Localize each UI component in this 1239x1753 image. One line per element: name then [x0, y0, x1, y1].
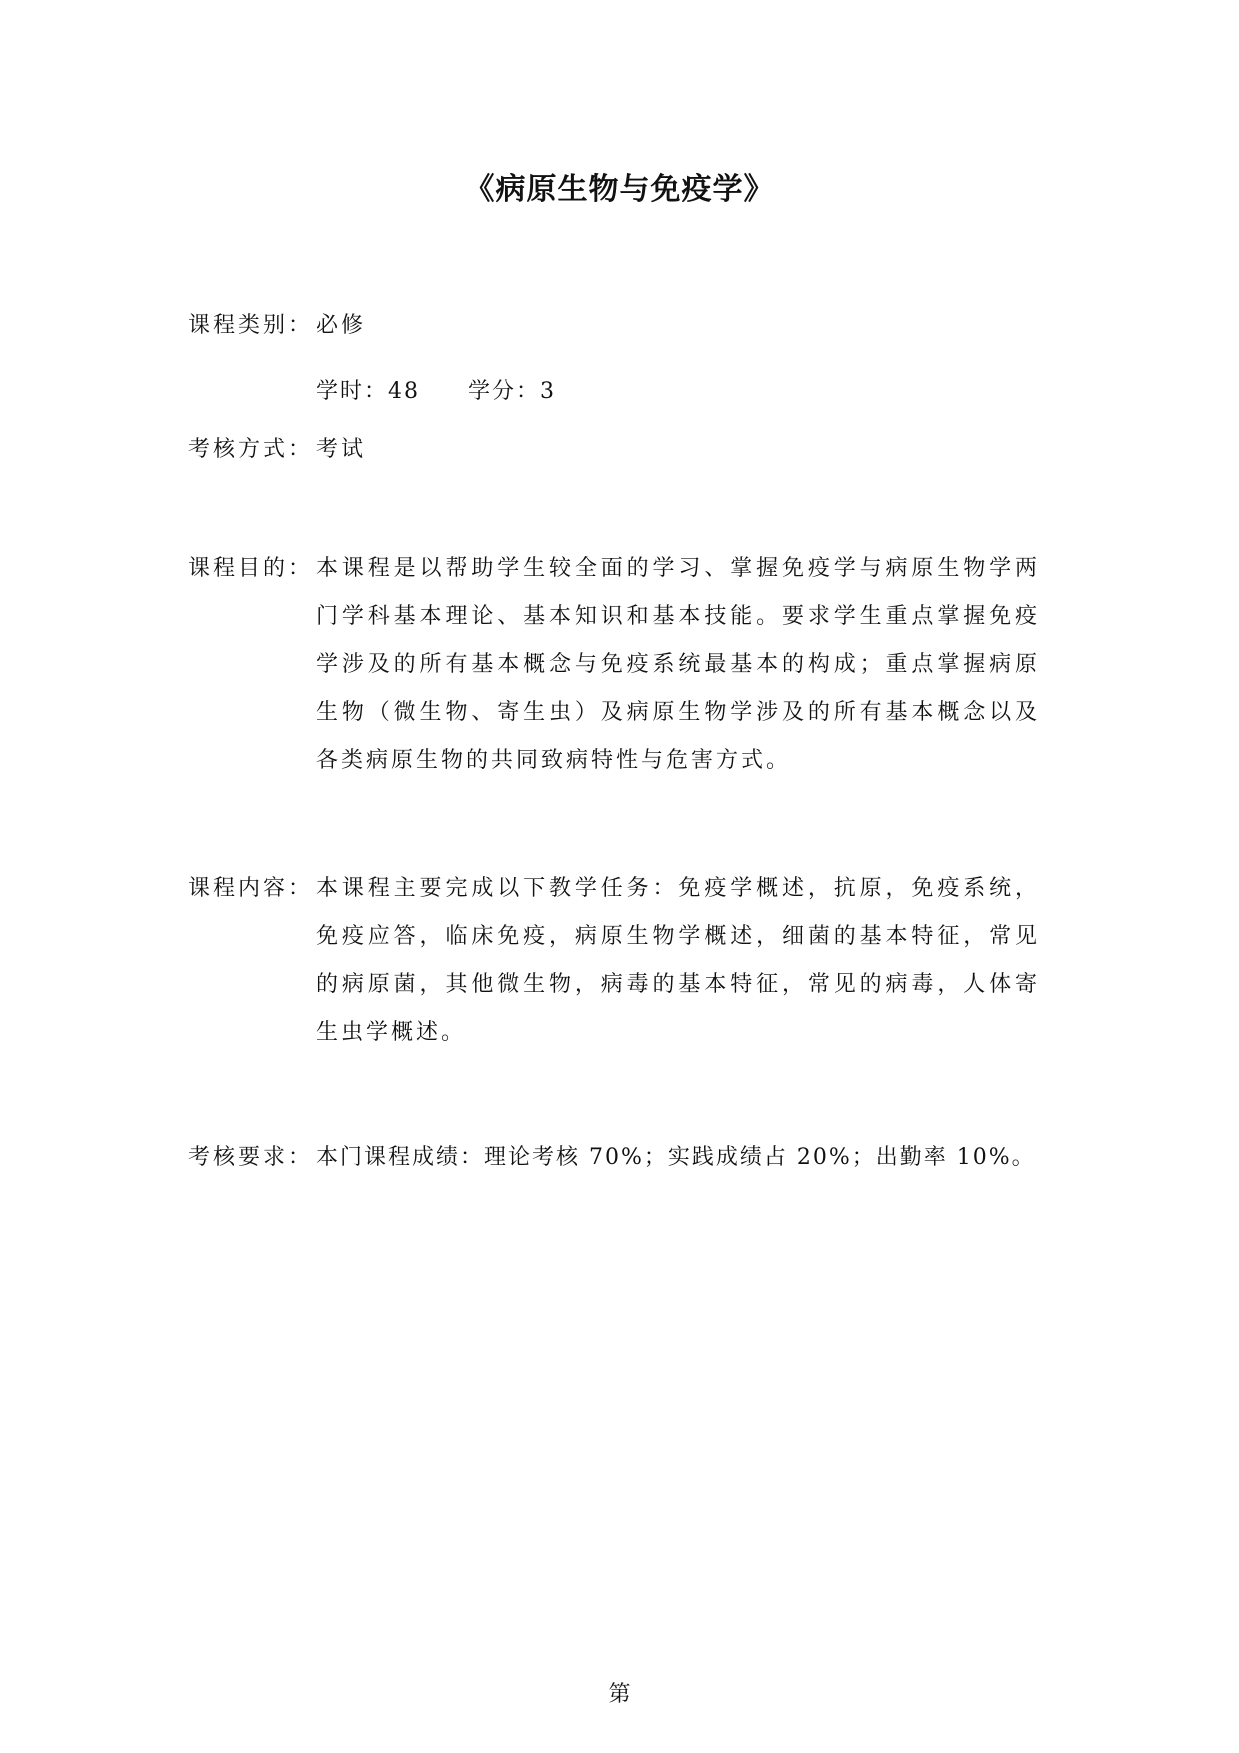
- assessment-requirements-text: 本门课程成绩：理论考核 70%；实践成绩占 20%；出勤率 10%。: [316, 1145, 1036, 1170]
- hours-credits-row: [316, 368, 556, 416]
- hours-value: 48: [388, 379, 421, 404]
- assessment-method-label: 考核方式：: [188, 437, 314, 462]
- course-category-label: 课程类别：: [188, 313, 314, 338]
- assessment-method-value: 考试: [316, 437, 367, 462]
- hours-label: 学时：: [316, 379, 389, 404]
- course-category-value: 必修: [316, 313, 367, 338]
- course-content-text: 本课程主要完成以下教学任务：免疫学概述，抗原，免疫系统，免疫应答，临床免疫，病原生物学概述，细菌的基本特征，常见的病原菌，其他微生物，病毒的基本特征，常见的病毒，人体寄生虫学概述。: [316, 876, 1040, 1045]
- page-footer: 第: [608, 1682, 631, 1707]
- credits-value: 3: [540, 379, 557, 404]
- assessment-requirements-label: 考核要求：: [188, 1145, 314, 1170]
- course-objective-text: 本课程是以帮助学生较全面的学习、掌握免疫学与病原生物学两门学科基本理论、基本知识和基本技能。要求学生重点掌握免疫学涉及的所有基本概念与免疫系统最基本的构成；重点掌握病原生物（微生物、寄生虫）及病原生物学涉及的所有基本概念以及各类病原生物的共同致病特性与危害方式。: [316, 556, 1040, 773]
- course-content-label: 课程内容：: [188, 876, 314, 901]
- document-title: 《病原生物与免疫学》: [464, 172, 775, 207]
- course-objective-label: 课程目的：: [188, 556, 314, 581]
- credits-label: 学分：: [468, 379, 541, 404]
